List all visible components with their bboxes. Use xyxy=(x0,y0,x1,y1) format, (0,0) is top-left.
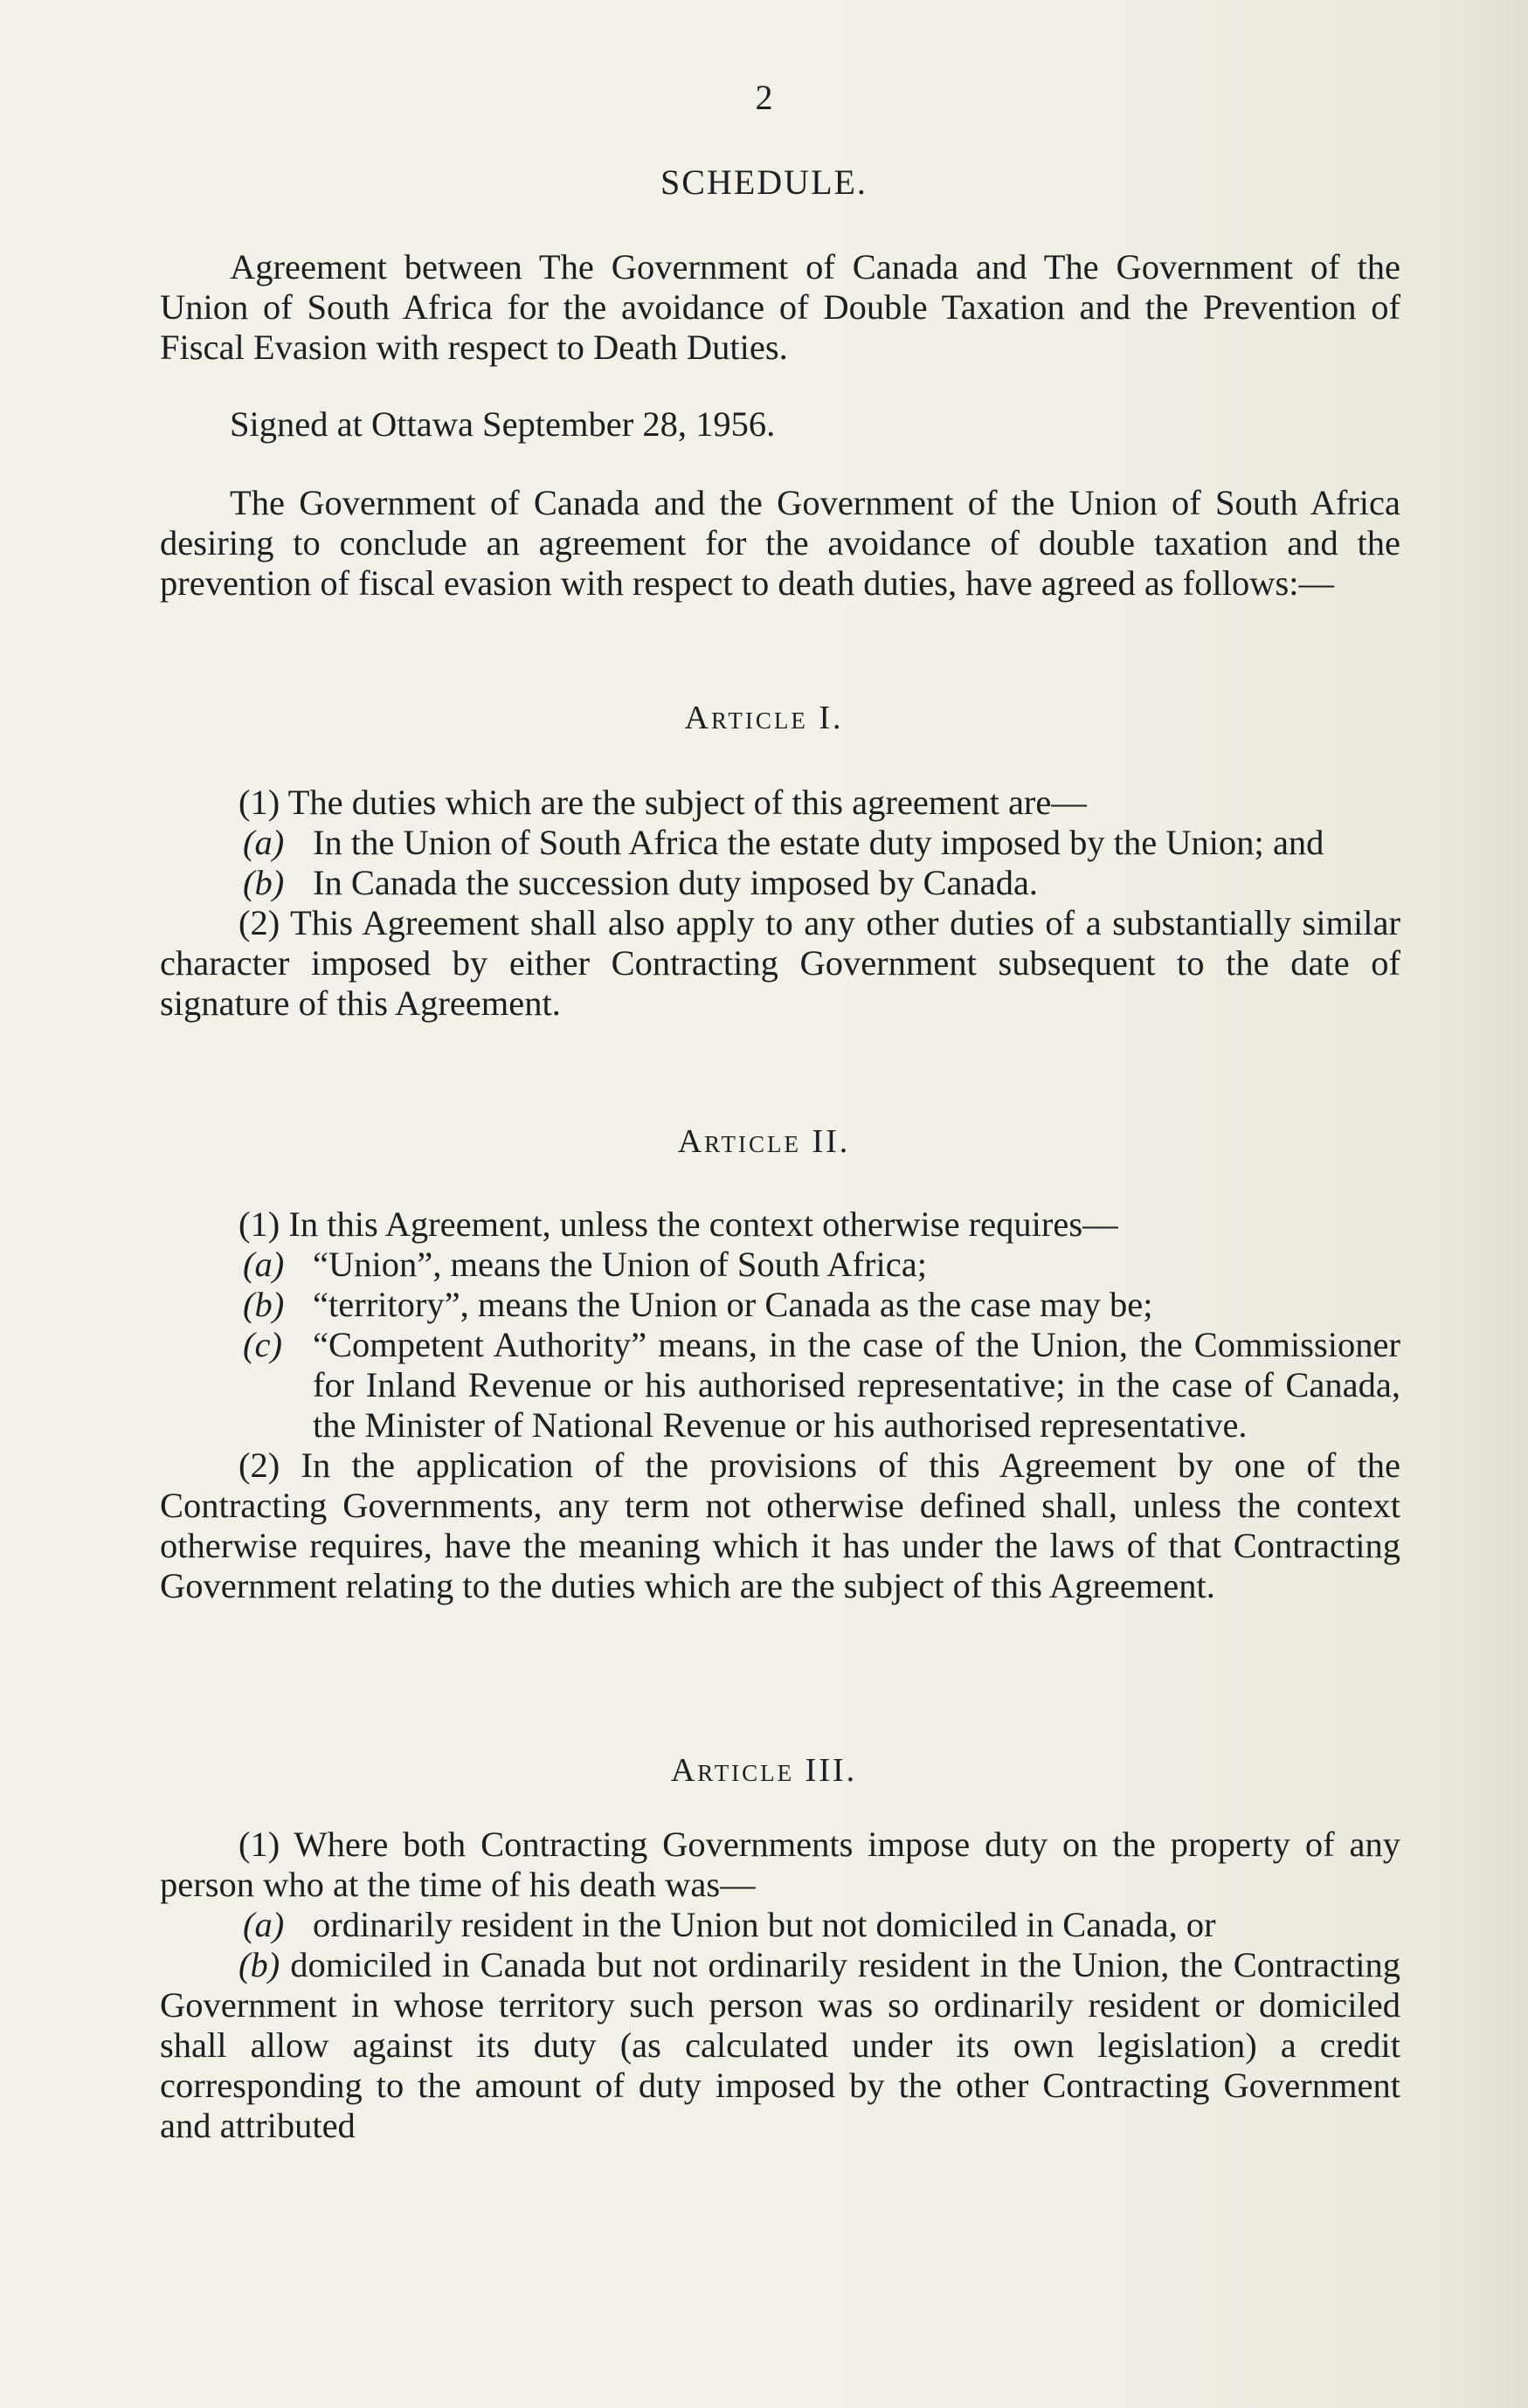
preamble-section xyxy=(160,483,1400,604)
article-2-item-b xyxy=(160,1285,1400,1325)
article-2-clause-2: (2) In the application of the provisions of this Agreement by one of the Contracting Governments, any term not otherwise defined shall, unless the context otherwise requires, have the meaning which it has under the laws of that Contracting Government relating to the duties which are the subject of this Agreement. xyxy=(160,1445,1400,1605)
signed-line: Signed at Ottawa September 28, 1956. xyxy=(230,404,776,444)
agreement-title-paragraph: Agreement between The Government of Canada and The Government of the Union of South Africa for the avoidance of Double Taxation and the Prevention of Fiscal Evasion with respect to Death Duties. xyxy=(160,247,1400,367)
item-text: “territory”, means the Union or Canada as the case may be; xyxy=(313,1285,1153,1324)
article-2-item-c xyxy=(160,1325,1400,1445)
page-number: 2 xyxy=(755,78,773,117)
item-marker: (b) xyxy=(243,1285,285,1324)
article-1-item-b xyxy=(160,863,1400,903)
article-1-clause-2: (2) This Agreement shall also apply to any other duties of a substantially similar character imposed by either Contracting Government subsequent to the date of signature of this Agreement. xyxy=(160,903,1400,1023)
article-3-body xyxy=(160,1825,1400,2146)
item-text: domiciled in Canada but not ordinarily resident in the Union, the Contracting Government in whose territory such person was so ordinarily resident or domiciled shall allow against its duty (as calculated under its own legislation) a credit corresponding to the amount of duty imposed by the other Contracting Government and attributed xyxy=(160,1945,1401,2145)
article-1-body xyxy=(160,783,1400,1024)
item-marker: (c) xyxy=(243,1325,282,1364)
item-marker: (a) xyxy=(243,1245,285,1284)
item-text: “Union”, means the Union of South Africa; xyxy=(313,1245,927,1284)
article-1-item-a xyxy=(160,823,1400,863)
item-marker: (a) xyxy=(243,823,285,862)
article-2-clause-1: (1) In this Agreement, unless the context otherwise requires— xyxy=(239,1204,1118,1244)
item-marker: (b) xyxy=(239,1945,291,1984)
preamble-paragraph: The Government of Canada and the Government of the Union of South Africa desiring to conclude an agreement for the avoidance of double taxation and the prevention of fiscal evasion with respect to death duties, have agreed as follows:— xyxy=(160,483,1400,603)
article-3-heading: Article III. xyxy=(670,1752,858,1789)
schedule-title: SCHEDULE. xyxy=(660,162,868,202)
article-3-item-b xyxy=(160,1945,1400,2146)
intro-section xyxy=(160,247,1400,368)
item-text: In the Union of South Africa the estate duty imposed by the Union; and xyxy=(313,823,1324,862)
item-marker: (b) xyxy=(243,863,285,902)
item-text: ordinarily resident in the Union but not domiciled in Canada, or xyxy=(313,1905,1216,1944)
article-2-heading: Article II. xyxy=(677,1123,851,1160)
item-marker: (a) xyxy=(243,1905,285,1944)
article-3-clause-1: (1) Where both Contracting Governments impose duty on the property of any person who at the time of his death was— xyxy=(160,1825,1400,1904)
article-3-item-a xyxy=(160,1905,1400,1945)
item-text: In Canada the succession duty imposed by Canada. xyxy=(313,863,1039,902)
article-1-clause-1: (1) The duties which are the subject of this agreement are— xyxy=(239,783,1087,822)
article-2-item-a xyxy=(160,1245,1400,1285)
article-2-body xyxy=(160,1204,1400,1606)
signed-section xyxy=(160,404,1400,445)
article-1-heading: Article I. xyxy=(684,700,844,736)
item-text: “Competent Authority” means, in the case of the Union, the Commissioner for Inland Revenue or his authorised representative; in the case of Canada, the Minister of National Revenue or his authorised representative. xyxy=(313,1325,1400,1445)
